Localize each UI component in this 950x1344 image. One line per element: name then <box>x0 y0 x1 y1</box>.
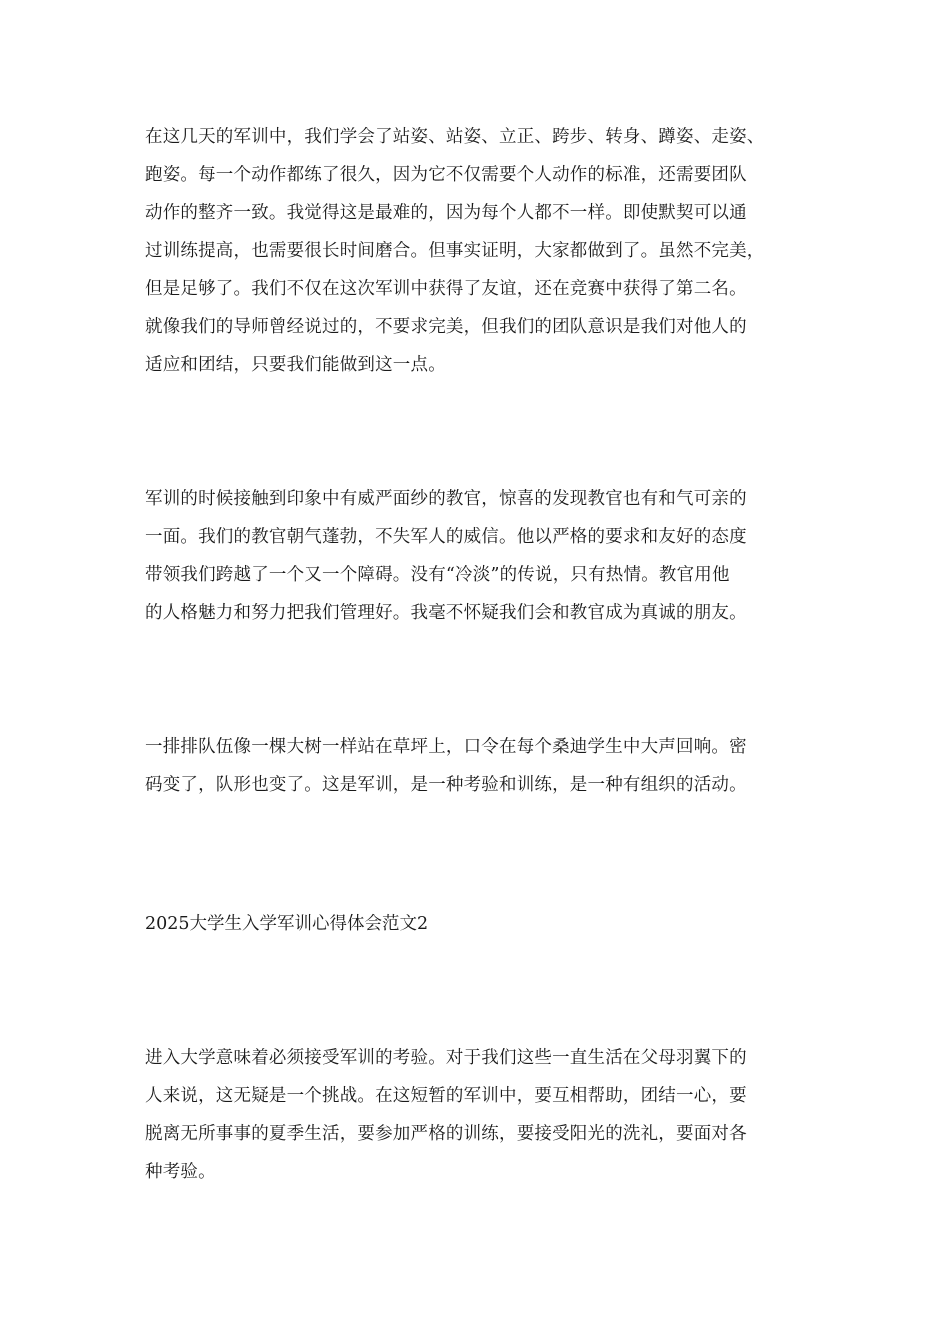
paragraph-line: 码变了，队形也变了。这是军训，是一种考验和训练，是一种有组织的活动。 <box>145 775 747 795</box>
paragraph-line: 适应和团结，只要我们能做到这一点。 <box>145 355 446 375</box>
paragraph-line: 一面。我们的教官朝气蓬勃，不失军人的威信。他以严格的要求和友好的态度 <box>145 527 747 547</box>
paragraph-line: 但是足够了。我们不仅在这次军训中获得了友谊，还在竞赛中获得了第二名。 <box>145 279 747 299</box>
paragraph-entering-university <box>145 1039 815 1191</box>
paragraph-line: 跑姿。每一个动作都练了很久，因为它不仅需要个人动作的标准，还需要团队 <box>145 165 747 185</box>
paragraph-line: 过训练提高，也需要很长时间磨合。但事实证明，大家都做到了。虽然不完美， <box>145 241 765 261</box>
paragraph-line: 进入大学意味着必须接受军训的考验。对于我们这些一直生活在父母羽翼下的 <box>145 1048 747 1068</box>
paragraph-line: 种考验。 <box>145 1162 216 1182</box>
paragraph-formation <box>145 728 815 804</box>
section-heading: 2025大学生入学军训心得体会范文2 <box>145 914 429 934</box>
paragraph-line: 带领我们跨越了一个又一个障碍。没有“冷淡”的传说，只有热情。教官用他 <box>145 565 730 585</box>
paragraph-line: 就像我们的导师曾经说过的，不要求完美，但我们的团队意识是我们对他人的 <box>145 317 747 337</box>
paragraph-line: 的人格魅力和努力把我们管理好。我毫不怀疑我们会和教官成为真诚的朋友。 <box>145 603 747 623</box>
paragraph-instructor <box>145 480 815 632</box>
paragraph-line: 动作的整齐一致。我觉得这是最难的，因为每个人都不一样。即使默契可以通 <box>145 203 747 223</box>
paragraph-military-training-postures <box>145 118 815 384</box>
paragraph-line: 在这几天的军训中，我们学会了站姿、站姿、立正、跨步、转身、蹲姿、走姿、 <box>145 127 765 147</box>
paragraph-line: 人来说，这无疑是一个挑战。在这短暂的军训中，要互相帮助，团结一心，要 <box>145 1086 747 1106</box>
paragraph-line: 脱离无所事事的夏季生活，要参加严格的训练，要接受阳光的洗礼，要面对各 <box>145 1124 747 1144</box>
paragraph-line: 一排排队伍像一棵大树一样站在草坪上，口令在每个桑迪学生中大声回响。密 <box>145 737 747 757</box>
paragraph-line: 军训的时候接触到印象中有威严面纱的教官，惊喜的发现教官也有和气可亲的 <box>145 489 747 509</box>
